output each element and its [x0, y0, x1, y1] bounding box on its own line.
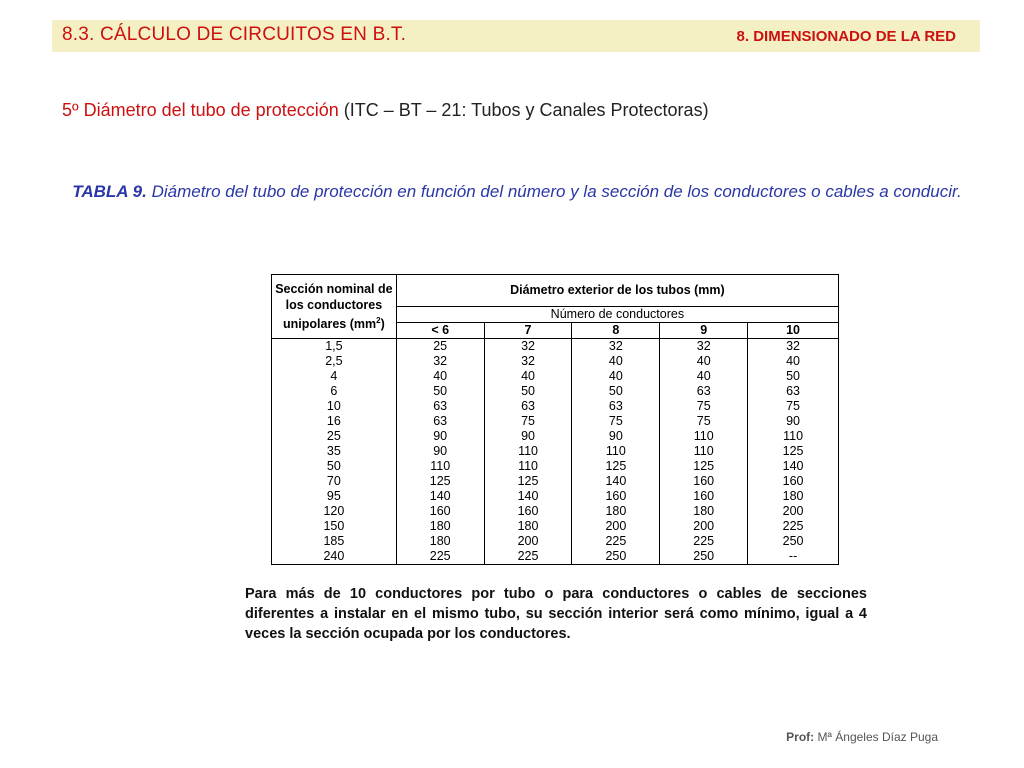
diameter-cell: 40 — [484, 369, 572, 384]
diameter-cell: 225 — [572, 534, 660, 549]
diameter-cell: 225 — [748, 519, 839, 534]
diameter-cell: 225 — [396, 549, 484, 565]
conductor-count-cell: < 6 — [396, 323, 484, 339]
diameter-cell: 250 — [748, 534, 839, 549]
diameter-cell: 40 — [572, 354, 660, 369]
diameter-cell: 40 — [572, 369, 660, 384]
note-text: Para más de 10 conductores por tubo o para conductores o cables de secciones diferentes a instalar en el mismo tubo, su sección interior será como mínimo, igual a 4 veces la sección ocupada por los conductores. — [245, 586, 867, 642]
diameter-cell: 50 — [484, 384, 572, 399]
diameter-cell: 110 — [396, 459, 484, 474]
diameter-cell: 110 — [484, 459, 572, 474]
section-cell: 6 — [272, 384, 397, 399]
diameter-cell: 125 — [748, 444, 839, 459]
diameter-cell: 50 — [572, 384, 660, 399]
diameter-cell: 160 — [572, 489, 660, 504]
diameter-cell: 180 — [396, 519, 484, 534]
diameter-cell: 63 — [660, 384, 748, 399]
section-cell: 4 — [272, 369, 397, 384]
diameter-cell: 125 — [572, 459, 660, 474]
section-cell: 70 — [272, 474, 397, 489]
diameter-cell: 50 — [396, 384, 484, 399]
table-row — [272, 474, 839, 489]
diameter-cell: 140 — [748, 459, 839, 474]
table-row — [272, 414, 839, 429]
diameter-cell: 200 — [484, 534, 572, 549]
diameter-cell: 90 — [396, 444, 484, 459]
diameter-cell: 63 — [396, 414, 484, 429]
diameter-cell: -- — [748, 549, 839, 565]
diameter-cell: 63 — [484, 399, 572, 414]
table-row — [272, 549, 839, 565]
diameter-cell: 75 — [484, 414, 572, 429]
section-cell: 25 — [272, 429, 397, 444]
diameter-cell: 200 — [660, 519, 748, 534]
diameter-cell: 250 — [660, 549, 748, 565]
table-body — [272, 339, 839, 565]
table-caption — [62, 180, 972, 204]
section-cell: 1,5 — [272, 339, 397, 355]
diameter-cell: 110 — [484, 444, 572, 459]
section-column-header: Sección nominal de los conductores unipolares $(mm^2)$ — [272, 275, 397, 339]
table-row — [272, 399, 839, 414]
diameter-cell: 250 — [572, 549, 660, 565]
diameter-cell: 180 — [660, 504, 748, 519]
section-title — [62, 100, 709, 121]
diameter-cell: 125 — [396, 474, 484, 489]
diameter-cell: 32 — [396, 354, 484, 369]
table-row — [272, 444, 839, 459]
section-title-rest: (ITC – BT – 21: Tubos y Canales Protectoras) — [338, 100, 709, 120]
diameter-cell: 110 — [748, 429, 839, 444]
diameter-cell: 32 — [572, 339, 660, 355]
section-cell: 16 — [272, 414, 397, 429]
diameter-cell: 63 — [396, 399, 484, 414]
diameter-cell: 63 — [748, 384, 839, 399]
section-cell: 120 — [272, 504, 397, 519]
conductor-count-cell: 8 — [572, 323, 660, 339]
diameter-cell: 180 — [396, 534, 484, 549]
diameter-cell: 75 — [660, 414, 748, 429]
diameter-cell: 90 — [484, 429, 572, 444]
diameter-cell: 110 — [660, 444, 748, 459]
diameter-cell: 160 — [484, 504, 572, 519]
section-cell: 10 — [272, 399, 397, 414]
section-cell: 50 — [272, 459, 397, 474]
diameter-table — [271, 274, 839, 565]
diameter-cell: 125 — [484, 474, 572, 489]
diameter-cell: 140 — [396, 489, 484, 504]
header-bar — [52, 20, 980, 52]
diameter-cell: 225 — [484, 549, 572, 565]
diameter-group-header: Diámetro exterior de los tubos (mm) — [396, 275, 838, 307]
header-title: 8.3. CÁLCULO DE CIRCUITOS EN B.T. — [62, 24, 407, 45]
diameter-cell: 25 — [396, 339, 484, 355]
section-cell: 150 — [272, 519, 397, 534]
diameter-cell: 140 — [572, 474, 660, 489]
section-title-highlight: 5º Diámetro del tubo de protección — [62, 100, 339, 120]
table-row — [272, 429, 839, 444]
diameter-cell: 160 — [660, 474, 748, 489]
table-row — [272, 504, 839, 519]
caption-text: Diámetro del tubo de protección en función del número y la sección de los conductores o cables a conducir. — [146, 182, 962, 201]
footer-name: Mª Ángeles Díaz Puga — [814, 730, 938, 744]
conductor-count-cell: 10 — [748, 323, 839, 339]
table-row — [272, 534, 839, 549]
diameter-cell: 40 — [660, 369, 748, 384]
diameter-cell: 32 — [660, 339, 748, 355]
diameter-cell: 90 — [748, 414, 839, 429]
diameter-cell: 180 — [484, 519, 572, 534]
section-cell: 35 — [272, 444, 397, 459]
table-row — [272, 354, 839, 369]
conductor-count-cell: 9 — [660, 323, 748, 339]
diameter-cell: 40 — [396, 369, 484, 384]
table-row — [272, 489, 839, 504]
diameter-cell: 110 — [660, 429, 748, 444]
table-row — [272, 339, 839, 355]
diameter-cell: 180 — [748, 489, 839, 504]
section-cell: 240 — [272, 549, 397, 565]
footer — [786, 730, 938, 744]
table-row — [272, 369, 839, 384]
section-cell: 2,5 — [272, 354, 397, 369]
diameter-cell: 125 — [660, 459, 748, 474]
table-row — [272, 459, 839, 474]
caption-label: TABLA 9. — [72, 182, 147, 201]
section-cell: 185 — [272, 534, 397, 549]
diameter-cell: 90 — [396, 429, 484, 444]
diameter-cell: 40 — [748, 354, 839, 369]
table-row — [272, 384, 839, 399]
conductor-count-header: Número de conductores — [396, 307, 838, 323]
diameter-cell: 160 — [396, 504, 484, 519]
diameter-cell: 32 — [748, 339, 839, 355]
diameter-cell: 200 — [572, 519, 660, 534]
diameter-cell: 75 — [660, 399, 748, 414]
diameter-cell: 40 — [660, 354, 748, 369]
diameter-cell: 32 — [484, 339, 572, 355]
diameter-cell: 32 — [484, 354, 572, 369]
diameter-cell: 90 — [572, 429, 660, 444]
diameter-cell: 200 — [748, 504, 839, 519]
diameter-cell: 140 — [484, 489, 572, 504]
diameter-cell: 75 — [572, 414, 660, 429]
diameter-cell: 225 — [660, 534, 748, 549]
diameter-cell: 50 — [748, 369, 839, 384]
section-cell: 95 — [272, 489, 397, 504]
diameter-cell: 110 — [572, 444, 660, 459]
diameter-cell: 63 — [572, 399, 660, 414]
diameter-cell: 160 — [660, 489, 748, 504]
conductor-count-cell: 7 — [484, 323, 572, 339]
diameter-cell: 180 — [572, 504, 660, 519]
diameter-cell: 75 — [748, 399, 839, 414]
diameter-cell: 160 — [748, 474, 839, 489]
footer-label: Prof: — [786, 730, 815, 744]
table-row — [272, 519, 839, 534]
header-section: 8. DIMENSIONADO DE LA RED — [736, 28, 956, 45]
